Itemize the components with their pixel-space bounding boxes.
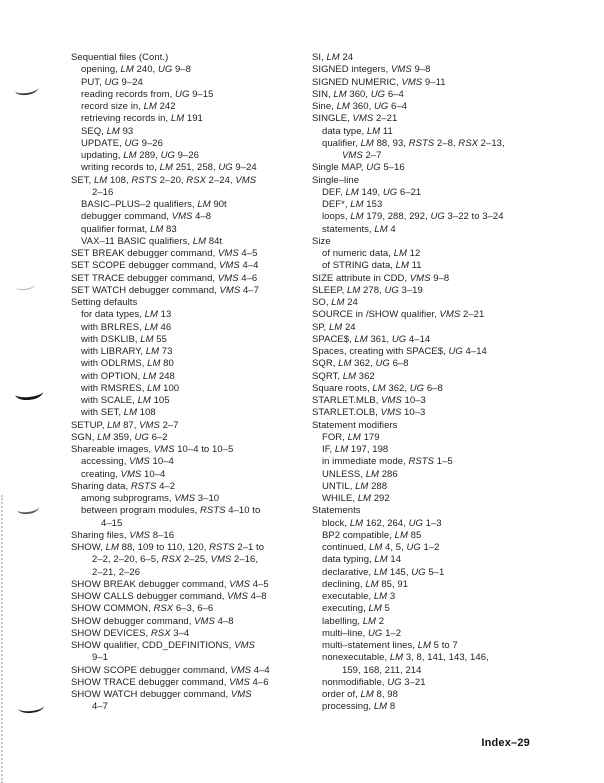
index-entry: multi–statement lines, LM 5 to 7 [322,640,458,651]
index-entry: Statements [312,505,361,517]
index-entry: continued, LM 4, 5, UG 1–2 [322,542,440,553]
index-entry: WHILE, LM 292 [322,493,390,504]
index-entry: reading records from, UG 9–15 [81,88,214,100]
index-entry: updating, LM 289, UG 9–26 [81,150,200,161]
index-entry: SHOW DEVICES, RSX 3–4 [71,627,190,639]
index-entry: among subprograms, VMS 3–10 [81,493,220,504]
index-entry: labelling, LM 2 [322,615,385,627]
index-entry: IF, LM 197, 198 [322,444,389,455]
index-entry: SIZE attribute in CDD, VMS 9–8 [312,272,450,284]
index-entry: Single MAP, UG 5–16 [312,162,405,174]
index-entry: SPACE$, LM 361, UG 4–14 [312,333,431,345]
index-entry: statements, LM 4 [322,223,396,235]
index-entry: with SCALE, LM 105 [81,395,170,406]
index-entry: Size [312,235,331,247]
index-entry: SETUP, LM 87, VMS 2–7 [71,419,179,431]
index-entry: with RMSRES, LM 100 [81,382,180,394]
index-entry: declining, LM 85, 91 [322,578,409,590]
index-entry: creating, VMS 10–4 [81,468,166,480]
index-entry: Spaces, creating with SPACE$, UG 4–14 [312,346,487,357]
index-entry: with OPTION, LM 248 [81,370,175,382]
index-entry: writing records to, LM 251, 258, UG 9–24 [81,162,257,174]
index-column-left [71,52,270,714]
index-entry: SHOW BREAK debugger command, VMS 4–5 [71,578,269,590]
index-entry: with LIBRARY, LM 73 [81,346,173,357]
index-column-right [312,52,505,714]
index-entry: SO, LM 24 [312,297,358,308]
index-entry: SET TRACE debugger command, VMS 4–6 [71,272,258,284]
index-entry: Sequential files (Cont.) [71,52,169,63]
index-entry: with DSKLIB, LM 55 [81,333,167,345]
index-entry: order of, LM 8, 98 [322,689,398,700]
index-entry: of numeric data, LM 12 [322,248,421,259]
binder-ring-mark [17,700,44,715]
index-entry: opening, LM 240, UG 9–8 [81,64,191,76]
index-entry: Single–line [312,174,360,186]
index-entry: processing, LM 8 [322,701,396,713]
index-entry: SIGNED integers, VMS 9–8 [312,64,431,76]
index-entry: DEF, LM 149, UG 6–21 [322,186,422,198]
index-entry: SET BREAK debugger command, VMS 4–5 [71,248,258,259]
index-entry: SET WATCH debugger command, VMS 4–7 [71,284,259,296]
index-entry: with BRLRES, LM 46 [81,321,172,333]
index-entry: block, LM 162, 264, UG 1–3 [322,517,442,529]
index-entry: SQRT, LM 362 [312,370,375,382]
index-entry: SLEEP, LM 278, UG 3–19 [312,284,423,296]
index-entry: SET, LM 108, RSTS 2–20, RSX 2–24, VMS [71,174,257,186]
index-entry: in immediate mode, RSTS 1–5 [322,456,453,468]
index-entry: of STRING data, LM 11 [322,260,422,272]
index-entry: Sine, LM 360, UG 6–4 [312,101,408,112]
binder-ring-mark [14,280,35,292]
index-entry: with SET, LM 108 [81,407,156,419]
index-entry: SHOW CALLS debugger command, VMS 4–8 [71,591,267,602]
index-entry: executing, LM 5 [322,603,390,615]
index-entry: data typing, LM 14 [322,554,402,566]
index-entry: loops, LM 179, 288, 292, UG 3–22 to 3–24 [322,211,504,223]
index-entry: SQR, LM 362, UG 6–8 [312,358,409,370]
index-entry: Shareable images, VMS 10–4 to 10–5 [71,444,234,455]
index-entry: nonexecutable, LM 3, 8, 141, 143, 146, [322,652,489,664]
index-entry: with ODLRMS, LM 80 [81,358,174,370]
index-entry: SHOW COMMON, RSX 6–3, 6–6 [71,603,214,615]
index-entry: for data types, LM 13 [81,309,172,321]
index-entry: 2–21, 2–26 [92,566,141,578]
index-entry: Square roots, LM 362, UG 6–8 [312,382,443,394]
index-entry: SOURCE in /SHOW qualifier, VMS 2–21 [312,309,485,321]
index-entry: 9–1 [92,652,109,664]
index-entry: BASIC–PLUS–2 qualifiers, LM 90t [81,199,227,210]
index-entry: qualifier, LM 88, 93, RSTS 2–8, RSX 2–13, [322,137,505,149]
index-entry: record size in, LM 242 [81,101,176,112]
page-number: Index–29 [481,737,530,749]
page-edge-artifact [1,495,3,783]
index-entry: Sharing files, VMS 8–16 [71,529,175,541]
index-entry: SGN, LM 359, UG 6–2 [71,431,168,443]
index-entry: executable, LM 3 [322,591,396,602]
index-entry: VMS 2–7 [342,150,382,161]
index-entry: 2–16 [92,186,114,198]
binder-ring-mark [16,502,39,516]
index-entry: DEF*, LM 153 [322,199,383,210]
index-entry: SET SCOPE debugger command, VMS 4–4 [71,260,259,272]
index-entry: retrieving records in, LM 191 [81,113,203,125]
index-entry: SHOW debugger command, VMS 4–8 [71,615,234,627]
index-entry: debugger command, VMS 4–8 [81,211,212,223]
index-entry: SHOW WATCH debugger command, VMS [71,689,252,700]
index-entry: SHOW SCOPE debugger command, VMS 4–4 [71,664,270,676]
index-entry: SP, LM 24 [312,321,356,333]
index-entry: SHOW TRACE debugger command, VMS 4–6 [71,676,269,688]
index-entry: SINGLE, VMS 2–21 [312,113,398,125]
index-entry: SIGNED NUMERIC, VMS 9–11 [312,76,446,88]
index-entry: Setting defaults [71,297,138,308]
index-entry: declarative, LM 145, UG 5–1 [322,566,445,578]
index-entry: multi–line, UG 1–2 [322,627,402,639]
index-entry: UNLESS, LM 286 [322,468,398,480]
index-entry: VAX–11 BASIC qualifiers, LM 84t [81,235,223,247]
index-entry: 2–2, 2–20, 6–5, RSX 2–25, VMS 2–16, [92,554,259,566]
binder-ring-mark [14,385,43,402]
index-entry: nonmodifiable, UG 3–21 [322,676,426,688]
index-entry: UPDATE, UG 9–26 [81,137,163,149]
index-entry: STARLET.MLB, VMS 10–3 [312,395,426,406]
index-entry: 159, 168, 211, 214 [342,664,422,676]
index-entry: FOR, LM 179 [322,431,380,443]
index-entry: data type, LM 11 [322,125,393,137]
index-entry: STARLET.OLB, VMS 10–3 [312,407,426,419]
index-entry: UNTIL, LM 288 [322,480,388,492]
index-entry: accessing, VMS 10–4 [81,456,174,468]
index-entry: SI, LM 24 [312,52,354,63]
index-entry: SHOW, LM 88, 109 to 110, 120, RSTS 2–1 to [71,542,265,553]
index-entry: between program modules, RSTS 4–10 to [81,505,261,517]
binder-ring-mark [14,82,38,96]
index-entry: 4–15 [101,517,123,529]
index-entry: qualifier format, LM 83 [81,223,177,235]
index-entry: BP2 compatible, LM 85 [322,529,422,541]
index-entry: SIN, LM 360, UG 6–4 [312,88,404,100]
index-entry: Sharing data, RSTS 4–2 [71,480,176,492]
index-entry: PUT, UG 9–24 [81,76,143,88]
index-entry: Statement modifiers [312,419,398,431]
index-entry: 4–7 [92,701,109,713]
index-entry: SEQ, LM 93 [81,125,134,137]
index-entry: SHOW qualifier, CDD_DEFINITIONS, VMS [71,640,255,651]
